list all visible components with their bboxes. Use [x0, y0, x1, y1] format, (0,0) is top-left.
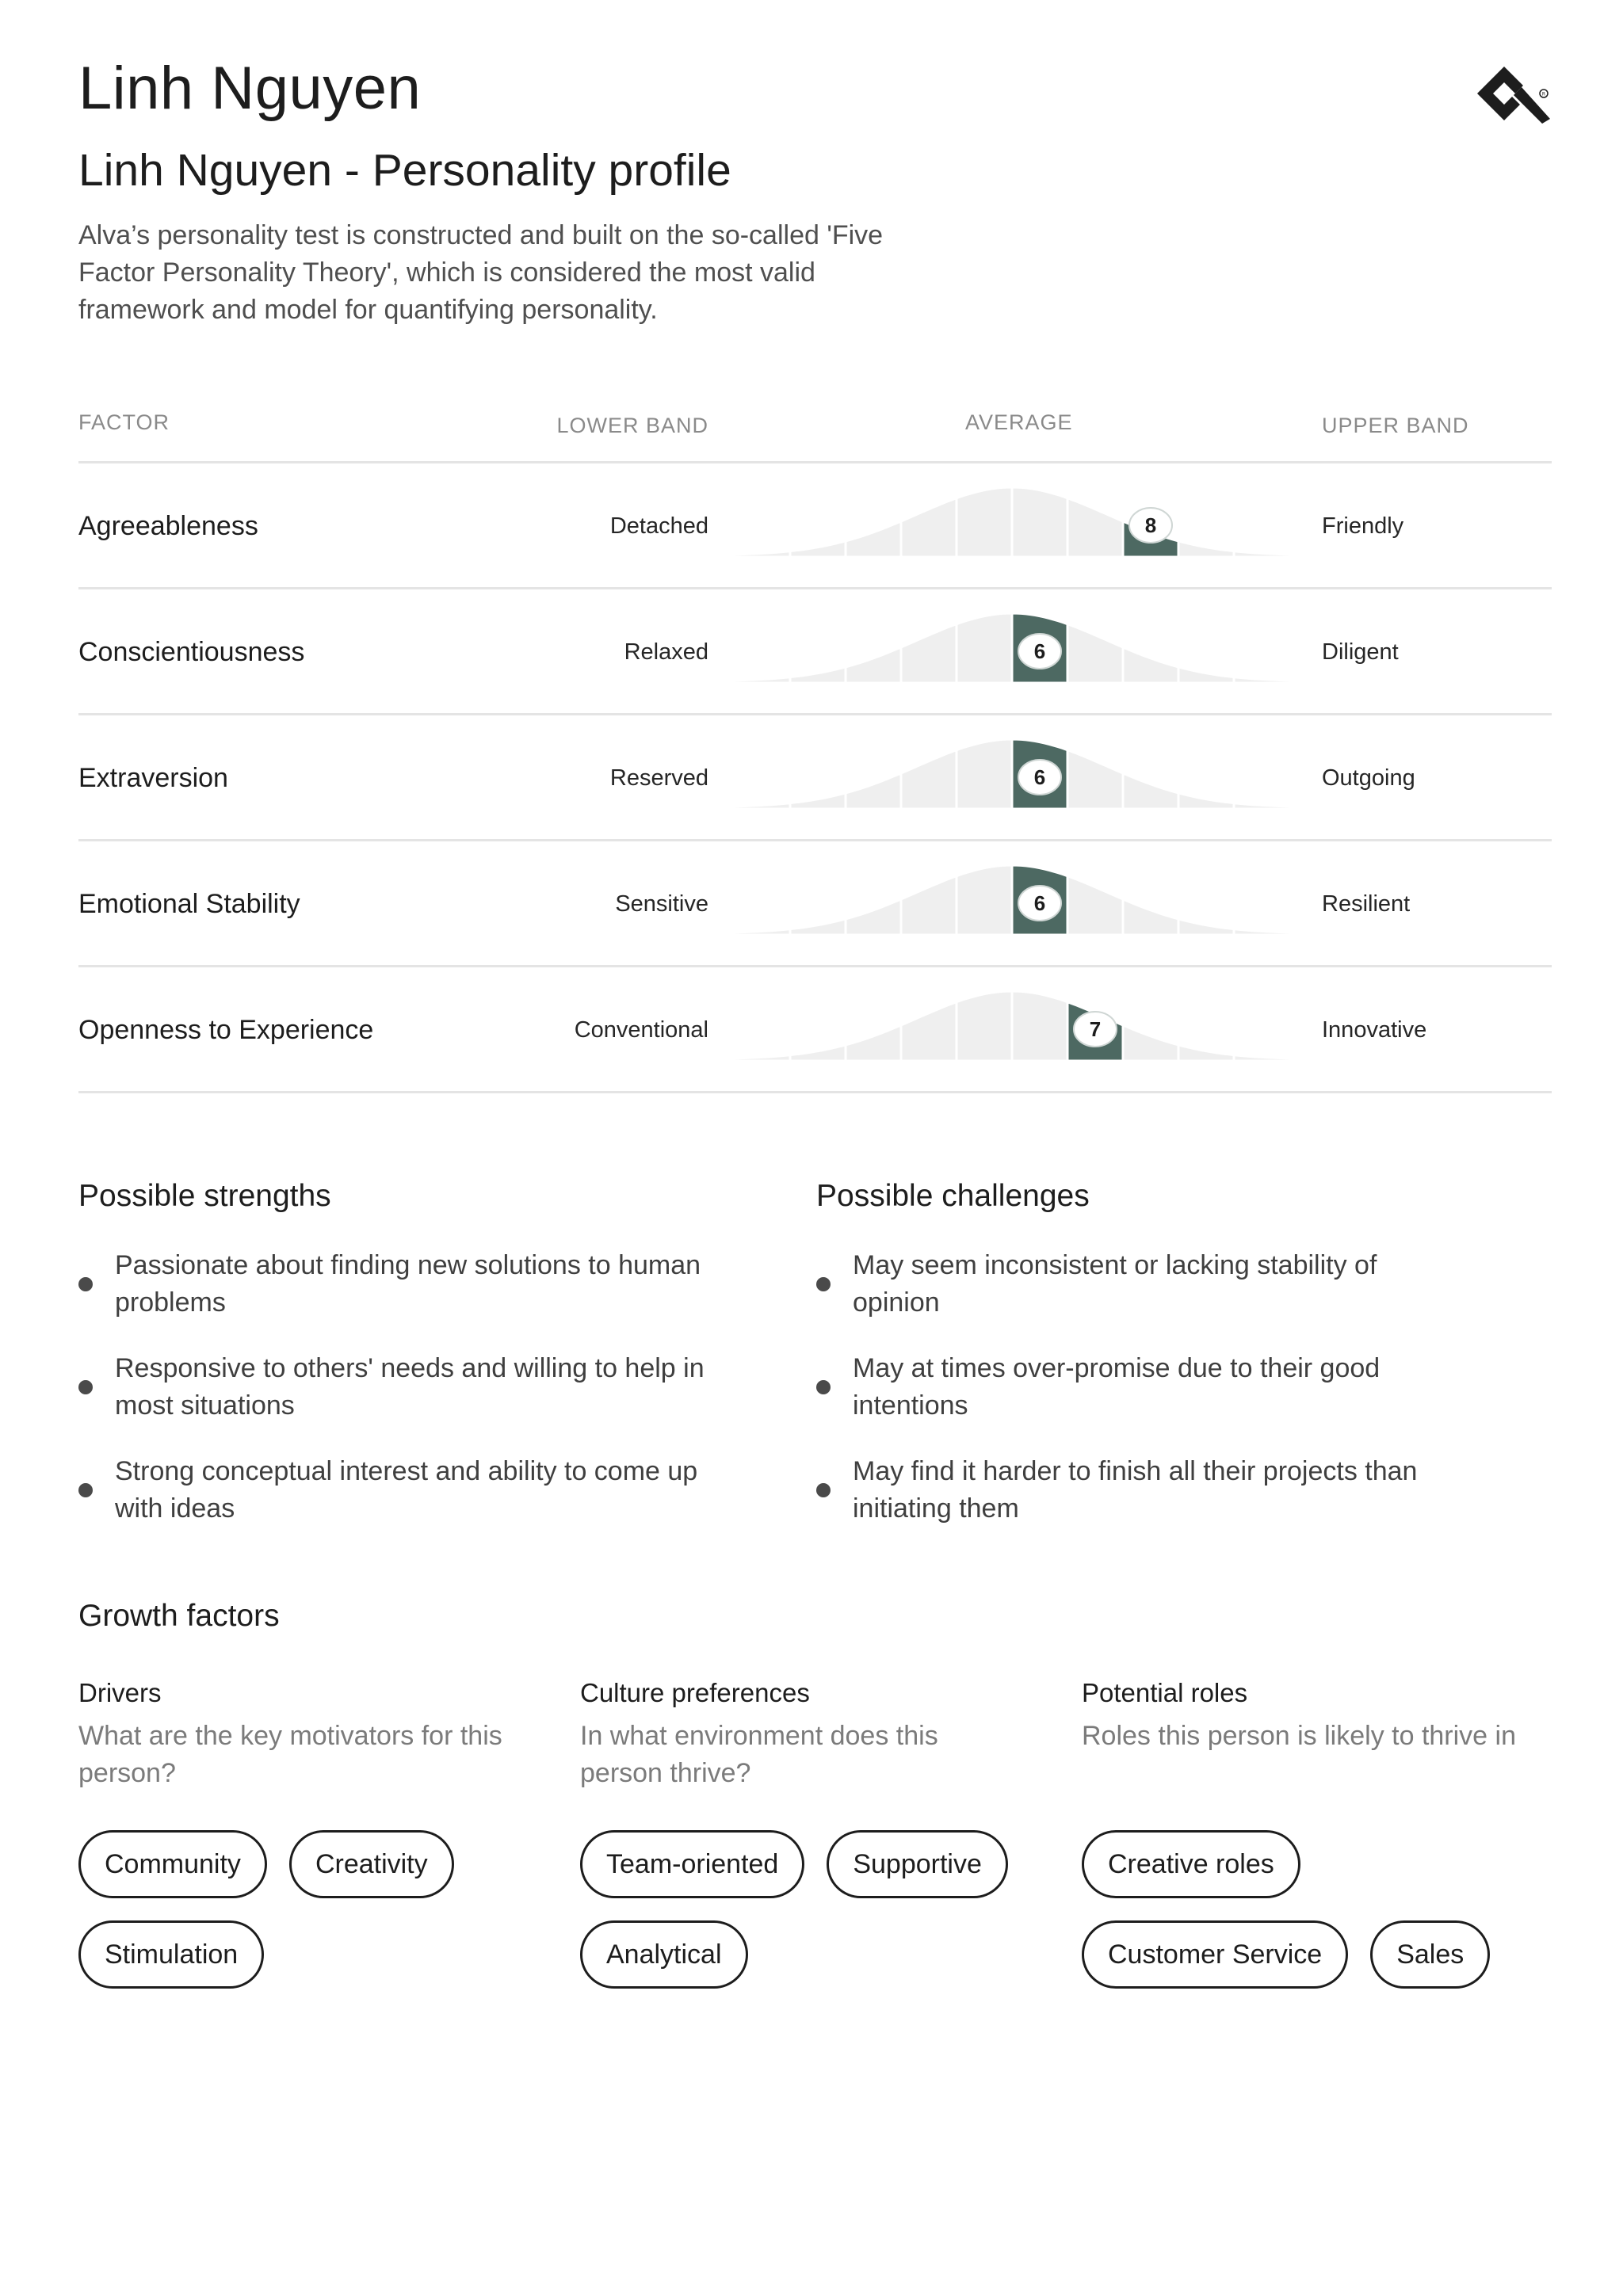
drivers-title: Drivers	[78, 1678, 162, 1707]
list-item-text: May at times over-promise due to their good intentions	[853, 1353, 1381, 1421]
lower-band-label: Detached	[609, 513, 708, 539]
factor-row	[78, 589, 1552, 715]
chip-analytical: Analytical	[580, 1920, 748, 1989]
score-bar	[1178, 667, 1234, 683]
score-bar	[846, 1025, 901, 1061]
culture-title: Culture preferences	[580, 1678, 810, 1707]
score-bar	[735, 551, 790, 557]
score-bar	[1123, 899, 1178, 935]
list-item	[78, 1350, 712, 1425]
upper-band-label: Outgoing	[1322, 765, 1415, 791]
table-divider	[78, 1091, 1552, 1093]
list-item-text: Strong conceptual interest and ability to come up with ideas	[115, 1456, 698, 1524]
score-bar	[790, 541, 846, 557]
score-bar	[1012, 487, 1067, 557]
score-bar	[1234, 1055, 1289, 1061]
score-bar	[1123, 647, 1178, 683]
score-bar	[957, 739, 1012, 809]
factor-name: Emotional Stability	[78, 888, 300, 919]
factor-row	[78, 967, 1552, 1093]
column-header-average: AVERAGE	[965, 410, 1073, 434]
chip-stimulation: Stimulation	[78, 1920, 264, 1989]
list-item	[816, 1453, 1466, 1527]
score-bar	[1234, 929, 1289, 935]
bullet-icon	[78, 1380, 93, 1394]
column-header-lower-band: LOWER BAND	[556, 414, 708, 437]
score-distribution	[735, 612, 1289, 683]
score-value: 6	[1033, 891, 1046, 915]
score-bar	[1178, 793, 1234, 809]
score-bar	[901, 624, 957, 683]
factor-name: Agreeableness	[78, 510, 258, 541]
score-bar	[790, 919, 846, 935]
drivers-description: What are the key motivators for this person?	[78, 1721, 502, 1788]
alva-logo-icon	[1474, 62, 1553, 125]
drivers-section	[78, 1678, 554, 1792]
upper-band-label: Friendly	[1322, 513, 1404, 539]
factor-name: Extraversion	[78, 762, 228, 793]
factor-row	[78, 463, 1552, 589]
bullet-icon	[816, 1380, 831, 1394]
lower-band-label: Reserved	[609, 765, 708, 791]
list-item	[78, 1247, 712, 1322]
roles-description: Roles this person is likely to thrive in	[1082, 1721, 1517, 1751]
list-item	[816, 1247, 1466, 1322]
upper-band-label: Diligent	[1322, 639, 1399, 665]
score-distribution	[735, 864, 1289, 935]
score-bar	[957, 865, 1012, 935]
score-bar	[846, 773, 901, 809]
chip-creativity: Creativity	[289, 1830, 454, 1898]
chip-supportive: Supportive	[827, 1830, 1008, 1898]
score-distribution	[735, 738, 1289, 809]
strengths-title: Possible strengths	[78, 1179, 331, 1213]
score-bar	[1178, 541, 1234, 557]
culture-section	[580, 1678, 1056, 1792]
score-bar	[1234, 551, 1289, 557]
drivers-chips	[78, 1830, 570, 1989]
score-bar	[1012, 991, 1067, 1061]
candidate-name: Linh Nguyen	[78, 55, 422, 122]
score-bar	[1123, 773, 1178, 809]
challenges-list	[816, 1247, 1466, 1556]
list-item-text: Responsive to others' needs and willing to help in most situations	[115, 1353, 705, 1421]
score-bar	[957, 613, 1012, 683]
intro-paragraph: Alva’s personality test is constructed and built on the so-called 'Five Factor Personality Theory', which is considered the most valid framework and model for quantifying personality.	[78, 220, 884, 325]
list-item-text: May seem inconsistent or lacking stability of opinion	[853, 1250, 1377, 1318]
score-bar	[1067, 876, 1123, 935]
factor-name: Openness to Experience	[78, 1014, 374, 1045]
score-bar	[957, 487, 1012, 557]
chip-sales: Sales	[1370, 1920, 1490, 1989]
score-bar	[901, 1002, 957, 1061]
chip-customer-service: Customer Service	[1082, 1920, 1348, 1989]
bullet-icon	[816, 1483, 831, 1497]
score-value: 8	[1144, 513, 1157, 537]
score-bar	[846, 521, 901, 557]
score-value: 6	[1033, 639, 1046, 663]
score-bar	[1234, 677, 1289, 683]
roles-section	[1082, 1678, 1557, 1755]
chip-creative-roles: Creative roles	[1082, 1830, 1300, 1898]
score-bar	[846, 647, 901, 683]
score-bar	[846, 899, 901, 935]
score-bar	[957, 991, 1012, 1061]
score-bar	[790, 1045, 846, 1061]
score-bar	[1178, 919, 1234, 935]
culture-description: In what environment does this person thrive?	[580, 1721, 938, 1788]
bullet-icon	[78, 1277, 93, 1291]
score-distribution	[735, 990, 1289, 1061]
list-item	[816, 1350, 1466, 1425]
column-header-upper-band: UPPER BAND	[1322, 414, 1469, 437]
roles-title: Potential roles	[1082, 1678, 1248, 1707]
list-item	[78, 1453, 712, 1527]
list-item-text: May find it harder to finish all their projects than initiating them	[853, 1456, 1418, 1524]
lower-band-label: Conventional	[574, 1016, 708, 1043]
score-distribution	[735, 486, 1289, 557]
page-title: Linh Nguyen - Personality profile	[78, 145, 731, 196]
score-bar	[790, 793, 846, 809]
svg-text:R: R	[1541, 91, 1546, 97]
bullet-icon	[816, 1277, 831, 1291]
lower-band-label: Sensitive	[615, 891, 708, 917]
score-bar	[790, 667, 846, 683]
score-bar	[901, 750, 957, 809]
score-bar	[1067, 750, 1123, 809]
column-header-factor: FACTOR	[78, 410, 170, 434]
factor-row	[78, 841, 1552, 967]
challenges-title: Possible challenges	[816, 1179, 1090, 1213]
score-bar	[735, 1055, 790, 1061]
growth-factors-title: Growth factors	[78, 1599, 280, 1633]
factor-row	[78, 715, 1552, 841]
score-bar	[1067, 498, 1123, 557]
strengths-list	[78, 1247, 712, 1556]
score-bar	[1178, 1045, 1234, 1061]
chip-team-oriented: Team-oriented	[580, 1830, 804, 1898]
score-bar	[735, 929, 790, 935]
chip-community: Community	[78, 1830, 267, 1898]
lower-band-label: Relaxed	[624, 639, 708, 665]
score-bar	[735, 803, 790, 809]
roles-chips	[1082, 1830, 1573, 1989]
score-bar	[901, 498, 957, 557]
factor-name: Conscientiousness	[78, 636, 305, 667]
score-value: 7	[1089, 1017, 1102, 1041]
bullet-icon	[78, 1483, 93, 1497]
score-bar	[1067, 624, 1123, 683]
score-bar	[901, 876, 957, 935]
score-value: 6	[1033, 765, 1046, 789]
upper-band-label: Innovative	[1322, 1016, 1427, 1043]
score-bar	[1234, 803, 1289, 809]
upper-band-label: Resilient	[1322, 891, 1411, 917]
score-bar	[1123, 1025, 1178, 1061]
culture-chips	[580, 1830, 1071, 1989]
list-item-text: Passionate about finding new solutions to human problems	[115, 1250, 701, 1318]
score-bar	[735, 677, 790, 683]
